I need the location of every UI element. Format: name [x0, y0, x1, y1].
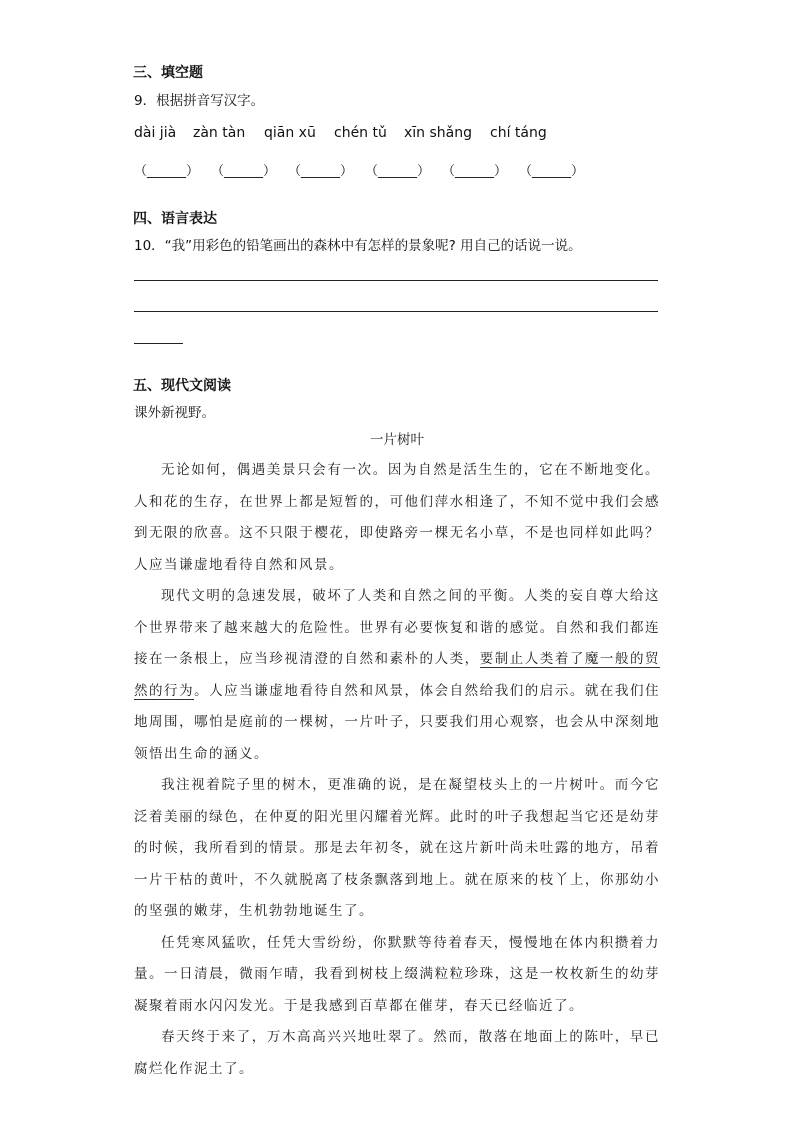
- question-10: 10．“我”用彩色的铅笔画出的森林中有怎样的景象呢? 用自己的话说一说。: [134, 238, 582, 254]
- answer-blank-6[interactable]: （______）: [519, 164, 585, 179]
- question-9: 9．根据拼音写汉字。: [134, 93, 265, 109]
- answer-blank-2[interactable]: （______）: [211, 164, 277, 179]
- pinyin-5: xīn shǎng: [404, 125, 473, 141]
- section-3-heading: 三、填空题: [133, 65, 203, 81]
- answer-line-3[interactable]: [134, 343, 183, 344]
- paragraph-5: 春天终于来了，万木高高兴兴地吐翠了。然而，散落在地面上的陈叶，早已腐烂化作泥土了。: [134, 1029, 660, 1077]
- answer-line-1[interactable]: [134, 280, 658, 281]
- section-5-heading: 五、现代文阅读: [133, 378, 231, 394]
- pinyin-3: qiān xū: [264, 125, 316, 141]
- paragraph-3: 我注视着院子里的树木，更准确的说，是在凝望枝头上的一片树叶。而今它泛着美丽的绿色，在仲夏的阳光里闪耀着光辉。此时的叶子我想起当它还是幼芽的时候，我所看到的情景。那是去年初冬，就在这片新叶尚未吐露的地方，吊着一片干枯的黄叶，不久就脱离了枝条飘落到地上。就在原来的枝丫上，你那幼小的坚强的嫩芽，生机勃勃地诞生了。: [134, 777, 660, 919]
- pinyin-4: chén tǔ: [334, 125, 387, 141]
- answer-blank-4[interactable]: （______）: [365, 164, 431, 179]
- paragraph-2: 现代文明的急速发展，破坏了人类和自然之间的平衡。人类的妄自尊大给这个世界带来了越来越大的危险性。世界有必要恢复和谐的感觉。自然和我们都连接在一条根上，应当珍视清澄的自然和素朴的人类，要制止人类着了魔一般的贸然的行为。人应当谦虚地看待自然和风景，体会自然给我们的启示。就在我们住地周围，哪怕是庭前的一棵树，一片叶子，只要我们用心观察，也会从中深刻地领悟出生命的涵义。: [134, 588, 661, 762]
- pinyin-1: dài jià: [134, 125, 177, 141]
- reading-passage: [134, 429, 660, 1085]
- answer-line-2[interactable]: [134, 311, 658, 312]
- reading-intro: 课外新视野。: [134, 405, 215, 421]
- answer-blank-1[interactable]: （______）: [134, 164, 200, 179]
- pinyin-2: zàn tàn: [193, 125, 246, 141]
- answer-blank-5[interactable]: （______）: [442, 164, 508, 179]
- paragraph-1: 无论如何，偶遇美景只会有一次。因为自然是活生生的，它在不断地变化。人和花的生存，在世界上都是短暂的，可他们萍水相逢了，不知不觉中我们会感到无限的欣喜。这不只限于樱花，即使路旁一棵无名小草，不是也同样如此吗？人应当谦虚地看待自然和风景。: [134, 462, 660, 573]
- passage-title: 一片树叶: [370, 432, 424, 448]
- underlined-sentence: 要制止人类着了魔一般的贸然的行为: [134, 651, 661, 699]
- pinyin-6: chí táng: [490, 125, 547, 141]
- answer-blank-3[interactable]: （______）: [288, 164, 354, 179]
- paragraph-4: 任凭寒风猛吹，任凭大雪纷纷，你默默等待着春天，慢慢地在体内积攒着力量。一日清晨，微雨乍晴，我看到树枝上缀满粒粒珍珠，这是一枚枚新生的幼芽凝聚着雨水闪闪发光。于是我感到百草都在催芽，春天已经临近了。: [134, 934, 660, 1014]
- section-4-heading: 四、语言表达: [133, 211, 217, 227]
